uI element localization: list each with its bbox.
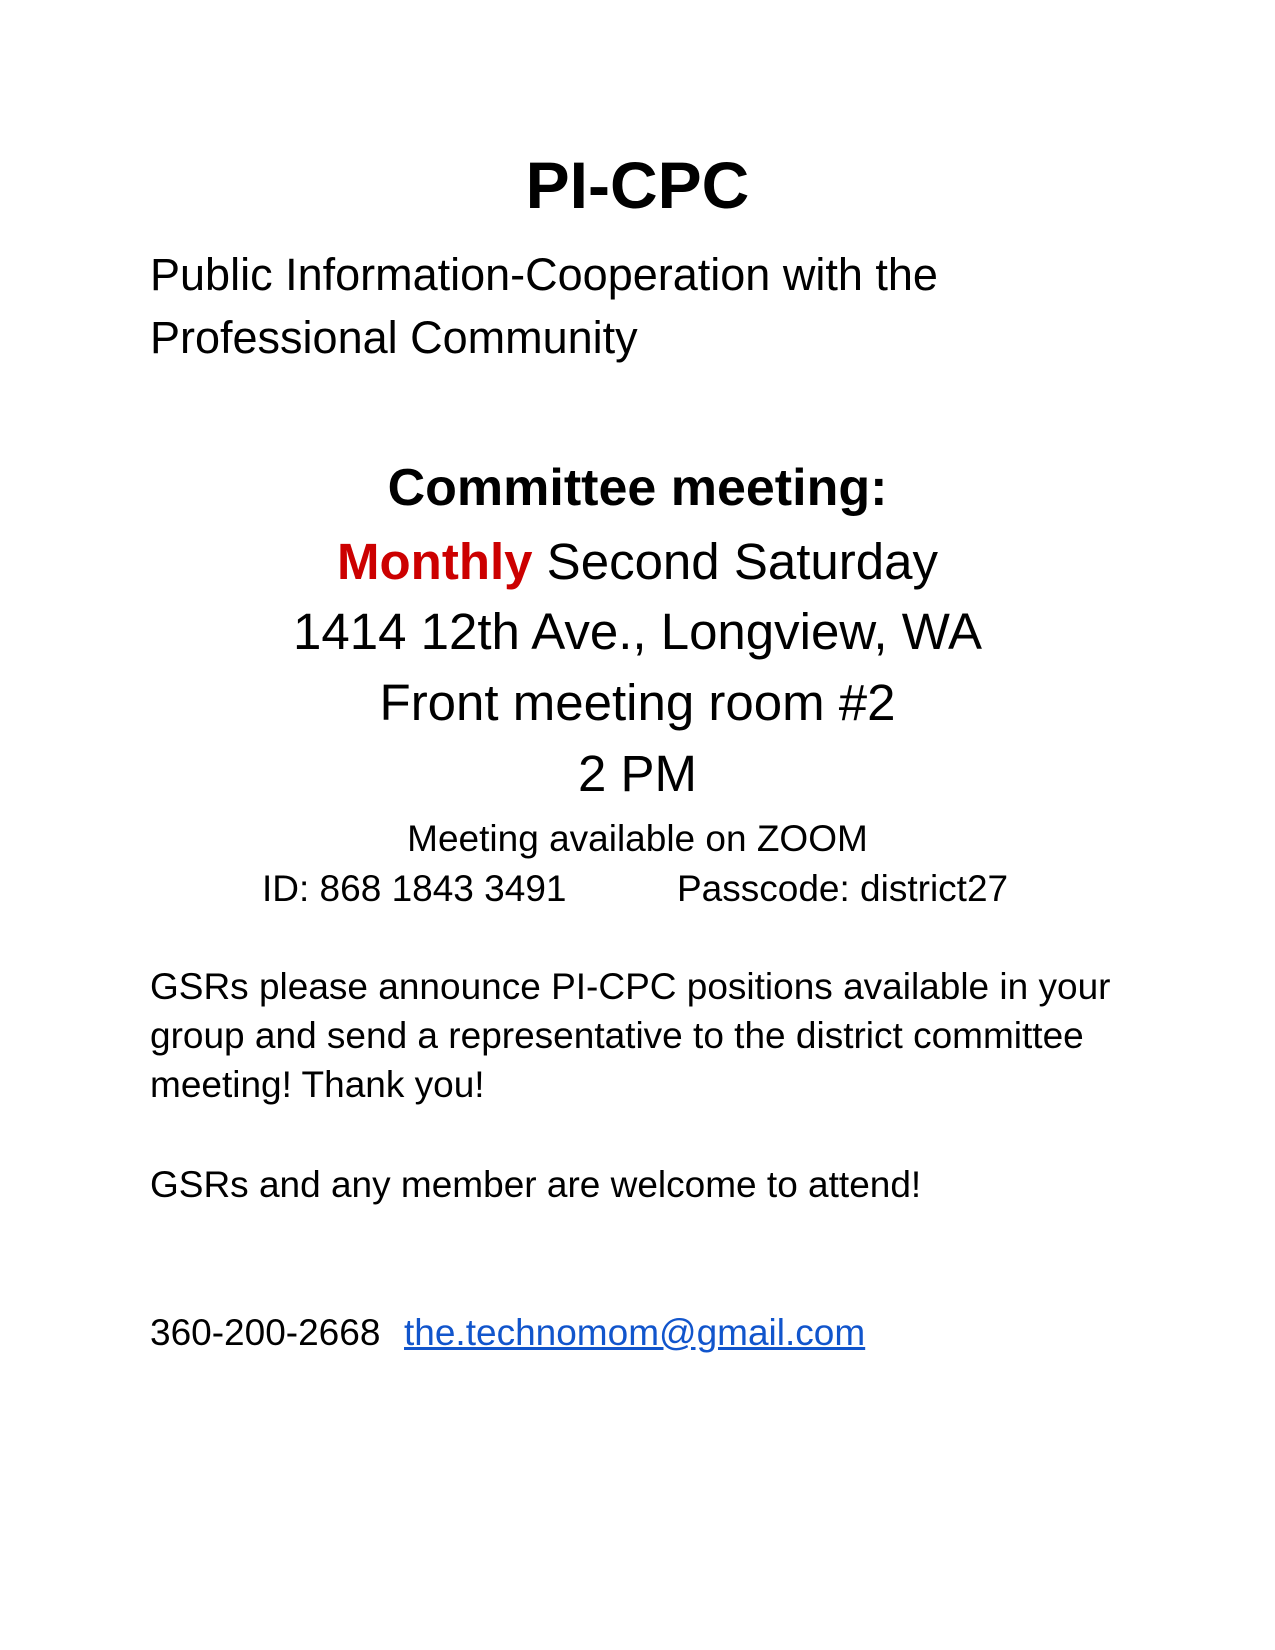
- meeting-frequency: [0, 533, 1275, 590]
- welcome-text: GSRs and any member are welcome to attend!: [150, 1164, 922, 1205]
- subtitle-line-1: Public Information-Cooperation with the: [150, 249, 938, 300]
- zoom-note: Meeting available on ZOOM: [407, 818, 868, 859]
- zoom-id: ID: 868 1843 3491: [262, 868, 567, 909]
- meeting-heading: Committee meeting:: [387, 459, 888, 517]
- subtitle-line-2: Professional Community: [150, 312, 638, 363]
- flyer-title: PI-CPC: [525, 148, 750, 222]
- announce-line-2: group and send a representative to the district committee: [150, 1015, 1084, 1056]
- announce-line-1: GSRs please announce PI-CPC positions available in your: [150, 966, 1111, 1007]
- frequency-highlight: Monthly: [337, 533, 533, 590]
- frequency-rest: Second Saturday: [532, 533, 938, 590]
- meeting-room: Front meeting room #2: [379, 674, 896, 731]
- contact-email-link[interactable]: the.technomom@gmail.com: [404, 1312, 866, 1353]
- contact-phone: 360-200-2668: [150, 1312, 381, 1353]
- announce-line-3: meeting! Thank you!: [150, 1064, 485, 1105]
- meeting-address: 1414 12th Ave., Longview, WA: [293, 603, 982, 660]
- zoom-passcode: Passcode: district27: [677, 868, 1009, 909]
- meeting-time: 2 PM: [577, 745, 698, 802]
